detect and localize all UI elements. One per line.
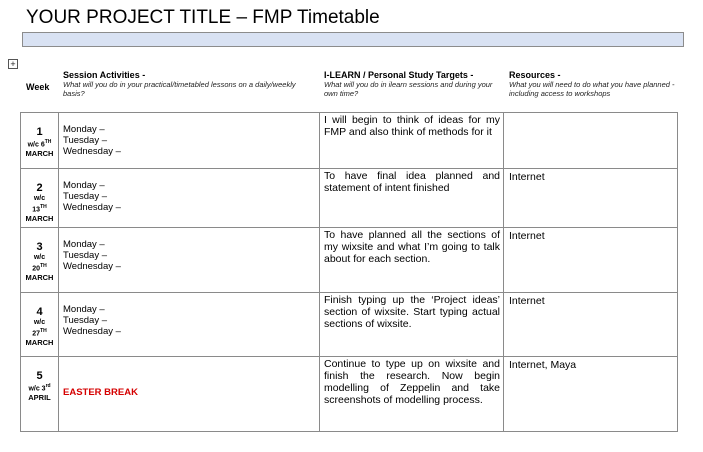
timetable (20, 112, 678, 432)
session-cell[interactable]: Monday – Tuesday – Wednesday – (58, 292, 320, 357)
easter-break-label: EASTER BREAK (63, 387, 138, 398)
week-cell[interactable]: 5 w/c 3rd APRIL (20, 356, 59, 432)
table-row (20, 292, 678, 357)
session-cell[interactable]: Monday – Tuesday – Wednesday – (58, 227, 320, 293)
table-move-handle-icon[interactable]: + (8, 59, 18, 69)
table-row (20, 356, 678, 432)
week-cell[interactable]: 3 w/c 20TH MARCH (20, 227, 59, 293)
table-row (20, 227, 678, 293)
resources-cell[interactable]: Internet (503, 168, 678, 228)
resources-cell[interactable]: Internet (503, 227, 678, 293)
session-cell[interactable]: Monday – Tuesday – Wednesday – (58, 112, 320, 169)
ilearn-cell[interactable]: I will begin to think of ideas for my FMP and also think of methods for it (319, 112, 504, 169)
subtitle-bar[interactable] (22, 32, 684, 47)
header-ilearn-sub: What will you do in ilearn sessions and during your own time? (324, 80, 493, 98)
week-cell[interactable]: 4 w/c 27TH MARCH (20, 292, 59, 357)
session-cell[interactable]: Monday – Tuesday – Wednesday – (58, 168, 320, 228)
header-resources-sub: What you will need to do what you have planned - including access to workshops (509, 80, 675, 98)
table-row (20, 168, 678, 228)
table-row (20, 112, 678, 169)
resources-cell[interactable] (503, 112, 678, 169)
header-session-sub: What will you do in your practical/timetabled lessons on a daily/weekly basis? (63, 80, 296, 98)
resources-cell[interactable]: Internet, Maya (503, 356, 678, 432)
header-resources: Resources - What you will need to do what you have planned - including access to workshops (509, 70, 681, 98)
header-session: Session Activities - What will you do in your practical/timetabled lessons on a daily/weekly basis? (63, 70, 313, 98)
ilearn-cell[interactable]: To have planned all the sections of my wixsite and what I’m going to talk about for each section. (319, 227, 504, 293)
ilearn-cell[interactable]: Continue to type up on wixsite and finish the research. Now begin modelling of Zeppelin and take screenshots of modelling process. (319, 356, 504, 432)
week-cell[interactable]: 1 w/c 6TH MARCH (20, 112, 59, 169)
page-title: YOUR PROJECT TITLE – FMP Timetable (26, 7, 380, 28)
session-cell[interactable] (58, 356, 320, 432)
header-week: Week (26, 82, 50, 92)
resources-cell[interactable]: Internet (503, 292, 678, 357)
ilearn-cell[interactable]: To have final idea planned and statement of intent finished (319, 168, 504, 228)
header-ilearn: I-LEARN / Personal Study Targets - What will you do in ilearn sessions and during your own time? (324, 70, 500, 98)
week-cell[interactable]: 2 w/c 13TH MARCH (20, 168, 59, 228)
ilearn-cell[interactable]: Finish typing up the ‘Project ideas’ section of wixsite. Start typing actual sections of wixsite. (319, 292, 504, 357)
